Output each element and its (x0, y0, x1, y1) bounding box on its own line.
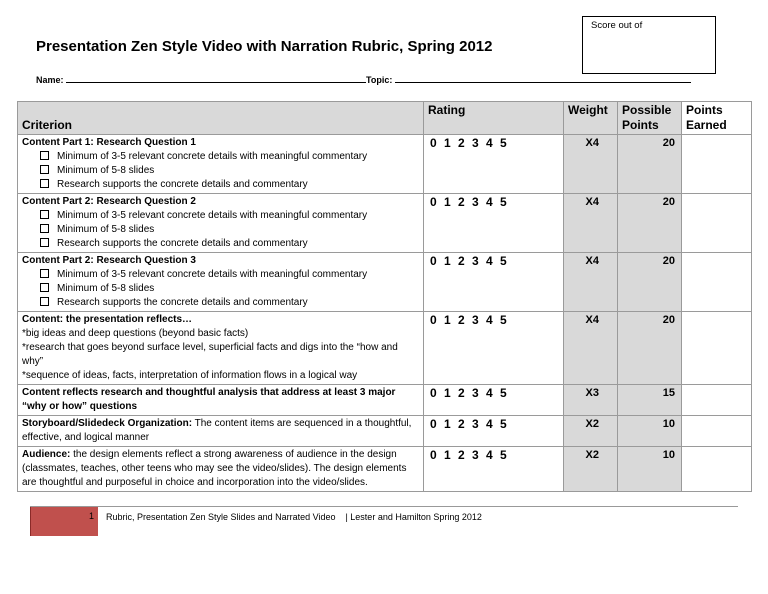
criterion-cell (18, 253, 424, 312)
table-row (18, 312, 752, 385)
weight-value: X4 (564, 253, 618, 312)
checkbox-icon (40, 179, 49, 188)
criterion-cell (18, 312, 424, 385)
list-item: Minimum of 5-8 slides (22, 164, 419, 178)
list-item: Minimum of 3-5 relevant concrete details with meaningful commentary (22, 268, 419, 282)
weight-header: Weight (564, 102, 618, 135)
detail-line: *research that goes beyond surface level, superficial facts and digs into the “how and why” (22, 342, 398, 367)
row-title: Content Part 2: Research Question 3 (22, 255, 196, 266)
list-item: Research supports the concrete details and commentary (22, 237, 419, 251)
criterion-header: Criterion (18, 102, 424, 135)
row-title: Content reflects research and thoughtful analysis that address at least 3 major “why or how” questions (22, 387, 396, 412)
earned-cell[interactable] (682, 416, 752, 447)
possible-value: 20 (618, 194, 682, 253)
score-box (582, 16, 716, 74)
table-row (18, 447, 752, 492)
checkbox-icon (40, 297, 49, 306)
weight-value: X4 (564, 312, 618, 385)
possible-value: 20 (618, 135, 682, 194)
weight-value: X4 (564, 194, 618, 253)
earned-cell[interactable] (682, 194, 752, 253)
row-title: Content: the presentation reflects… (22, 314, 193, 325)
possible-value: 10 (618, 416, 682, 447)
checkbox-icon (40, 165, 49, 174)
rating-scale[interactable]: 0 1 2 3 4 5 (424, 253, 564, 312)
detail-line: *sequence of ideas, facts, interpretation of information flows in a logical way (22, 370, 358, 381)
row-title: Storyboard/Slidedeck Organization: (22, 418, 193, 429)
rating-scale[interactable]: 0 1 2 3 4 5 (424, 194, 564, 253)
row-text: the design elements reflect a strong awareness of audience in the design (classmates, teaches, other teens who may see the video/slides). The design elements are thoughtful and purposeful in choice and incorporation into the video/slides. (22, 449, 407, 488)
checkbox-icon (40, 269, 49, 278)
table-row (18, 194, 752, 253)
score-label: Score out of (591, 20, 643, 31)
checkbox-icon (40, 224, 49, 233)
criterion-cell (18, 135, 424, 194)
checkbox-icon (40, 238, 49, 247)
weight-value: X2 (564, 447, 618, 492)
earned-cell[interactable] (682, 447, 752, 492)
possible-value: 10 (618, 447, 682, 492)
possible-header: Possible Points (618, 102, 682, 135)
name-topic-line (36, 73, 691, 85)
row-title: Audience: (22, 449, 71, 460)
row-title: Content Part 2: Research Question 2 (22, 196, 196, 207)
rating-scale[interactable]: 0 1 2 3 4 5 (424, 135, 564, 194)
topic-blank[interactable] (395, 73, 691, 83)
detail-line: *big ideas and deep questions (beyond basic facts) (22, 328, 249, 339)
document-title: Presentation Zen Style Video with Narration Rubric, Spring 2012 (36, 38, 493, 55)
table-row (18, 253, 752, 312)
checkbox-icon (40, 283, 49, 292)
weight-value: X2 (564, 416, 618, 447)
list-item: Minimum of 3-5 relevant concrete details with meaningful commentary (22, 150, 419, 164)
earned-cell[interactable] (682, 135, 752, 194)
name-blank[interactable] (66, 73, 366, 83)
criterion-cell (18, 385, 424, 416)
table-row (18, 385, 752, 416)
criterion-cell (18, 194, 424, 253)
rating-scale[interactable]: 0 1 2 3 4 5 (424, 385, 564, 416)
rubric-table (17, 101, 752, 492)
rating-scale[interactable]: 0 1 2 3 4 5 (424, 312, 564, 385)
possible-value: 20 (618, 253, 682, 312)
footer-divider (30, 506, 738, 507)
row-title: Content Part 1: Research Question 1 (22, 137, 196, 148)
earned-cell[interactable] (682, 253, 752, 312)
footer-text: Rubric, Presentation Zen Style Slides and Narrated Video | Lester and Hamilton Spring 2012 (106, 512, 482, 522)
name-label: Name: (36, 75, 64, 85)
possible-value: 15 (618, 385, 682, 416)
table-row (18, 416, 752, 447)
page-number-box (30, 507, 98, 536)
checkbox-icon (40, 210, 49, 219)
earned-cell[interactable] (682, 385, 752, 416)
page-number: 1 (88, 511, 94, 521)
rating-scale[interactable]: 0 1 2 3 4 5 (424, 447, 564, 492)
list-item: Research supports the concrete details and commentary (22, 178, 419, 192)
earned-cell[interactable] (682, 312, 752, 385)
possible-value: 20 (618, 312, 682, 385)
list-item: Minimum of 5-8 slides (22, 282, 419, 296)
header-row (18, 102, 752, 135)
weight-value: X4 (564, 135, 618, 194)
checkbox-icon (40, 151, 49, 160)
list-item: Minimum of 3-5 relevant concrete details with meaningful commentary (22, 209, 419, 223)
criterion-cell (18, 447, 424, 492)
table-row (18, 135, 752, 194)
rating-header: Rating (424, 102, 564, 135)
rating-scale[interactable]: 0 1 2 3 4 5 (424, 416, 564, 447)
list-item: Minimum of 5-8 slides (22, 223, 419, 237)
criterion-cell (18, 416, 424, 447)
row-text: The content items are sequenced in a thoughtful, effective, and logical manner (22, 418, 412, 443)
earned-header: Points Earned (682, 102, 752, 135)
weight-value: X3 (564, 385, 618, 416)
list-item: Research supports the concrete details and commentary (22, 296, 419, 310)
topic-label: Topic: (366, 75, 393, 85)
